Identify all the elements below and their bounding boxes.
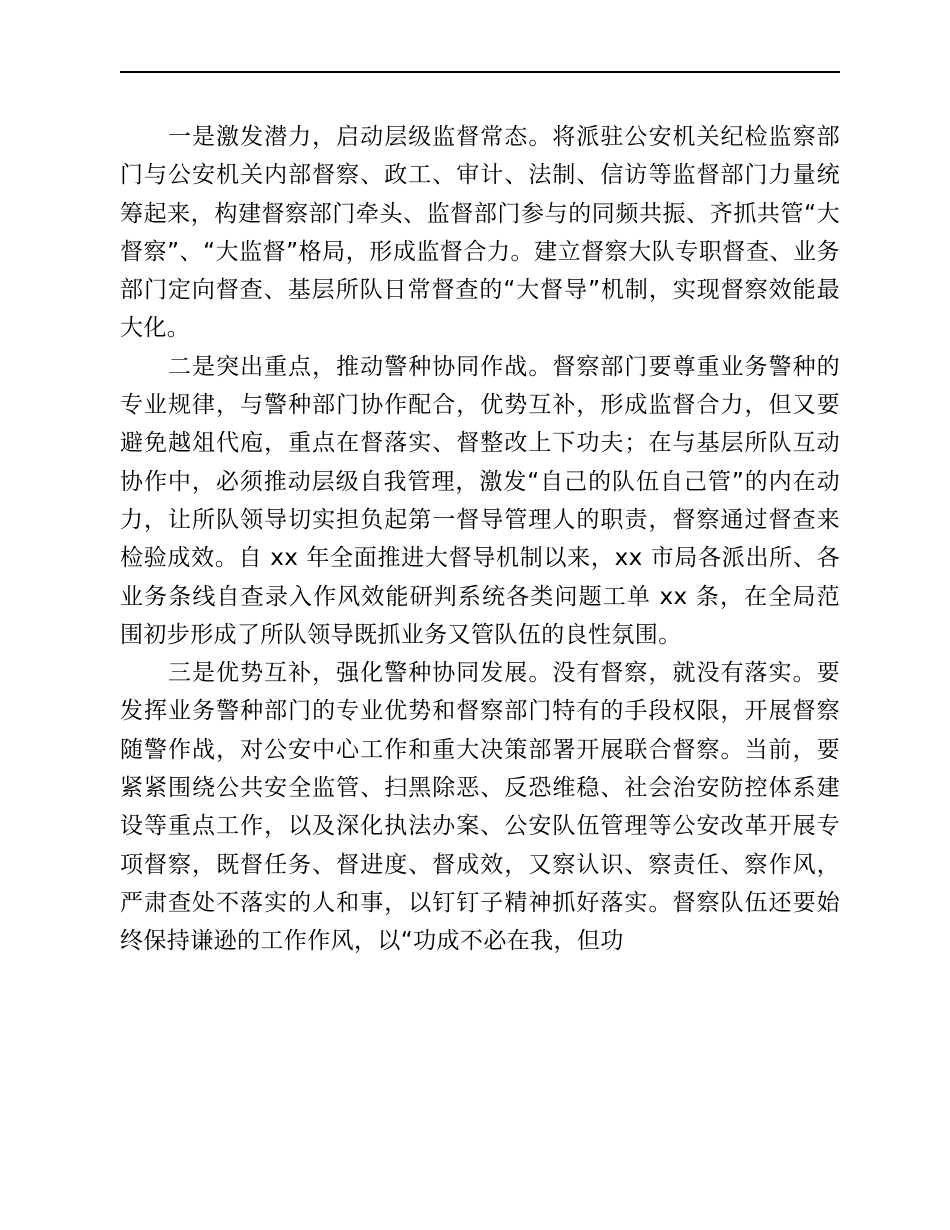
paragraph-1: 一是激发潜力，启动层级监督常态。将派驻公安机关纪检监察部门与公安机关内部督察、政工、审计、法制、信访等监督部门力量统筹起来，构建督察部门牵头、监督部门参与的同频共振、齐抓共管“大督察”、“大监督”格局，形成监督合力。建立督察大队专职督查、业务部门定向督查、基层所队日常督查的“大督导”机制，实现督察效能最大化。 [120,124,840,342]
document-body [120,118,840,961]
header-rule [120,71,840,73]
paragraph-3: 三是优势互补，强化警种协同发展。没有督察，就没有落实。要发挥业务警种部门的专业优势和督察部门特有的手段权限，开展督察随警作战，对公安中心工作和重大决策部署开展联合督察。当前，要紧紧围绕公共安全监管、扫黑除恶、反恐维稳、社会治安防控体系建设等重点工作，以及深化执法办案、公安队伍管理等公安改革开展专项督察，既督任务、督进度、督成效，又察认识、察责任、察作风，严肃查处不落实的人和事，以钉钉子精神抓好落实。督察队伍还要始终保持谦逊的工作作风，以“功成不必在我，但功 [120,660,840,955]
paragraph-2: 二是突出重点，推动警种协同作战。督察部门要尊重业务警种的专业规律，与警种部门协作配合，优势互补，形成监督合力，但又要避免越俎代庖，重点在督落实、督整改上下功夫；在与基层所队互动协作中，必须推动层级自我管理，激发“自己的队伍自己管”的内在动力，让所队领导切实担负起第一督导管理人的职责，督察通过督查来检验成效。自 xx 年全面推进大督导机制以来，xx 市局各派出所、各业务条线自查录入作风效能研判系统各类问题工单 xx 条，在全局范围初步形成了所队领导既抓业务又管队伍的良性氛围。 [120,353,840,648]
